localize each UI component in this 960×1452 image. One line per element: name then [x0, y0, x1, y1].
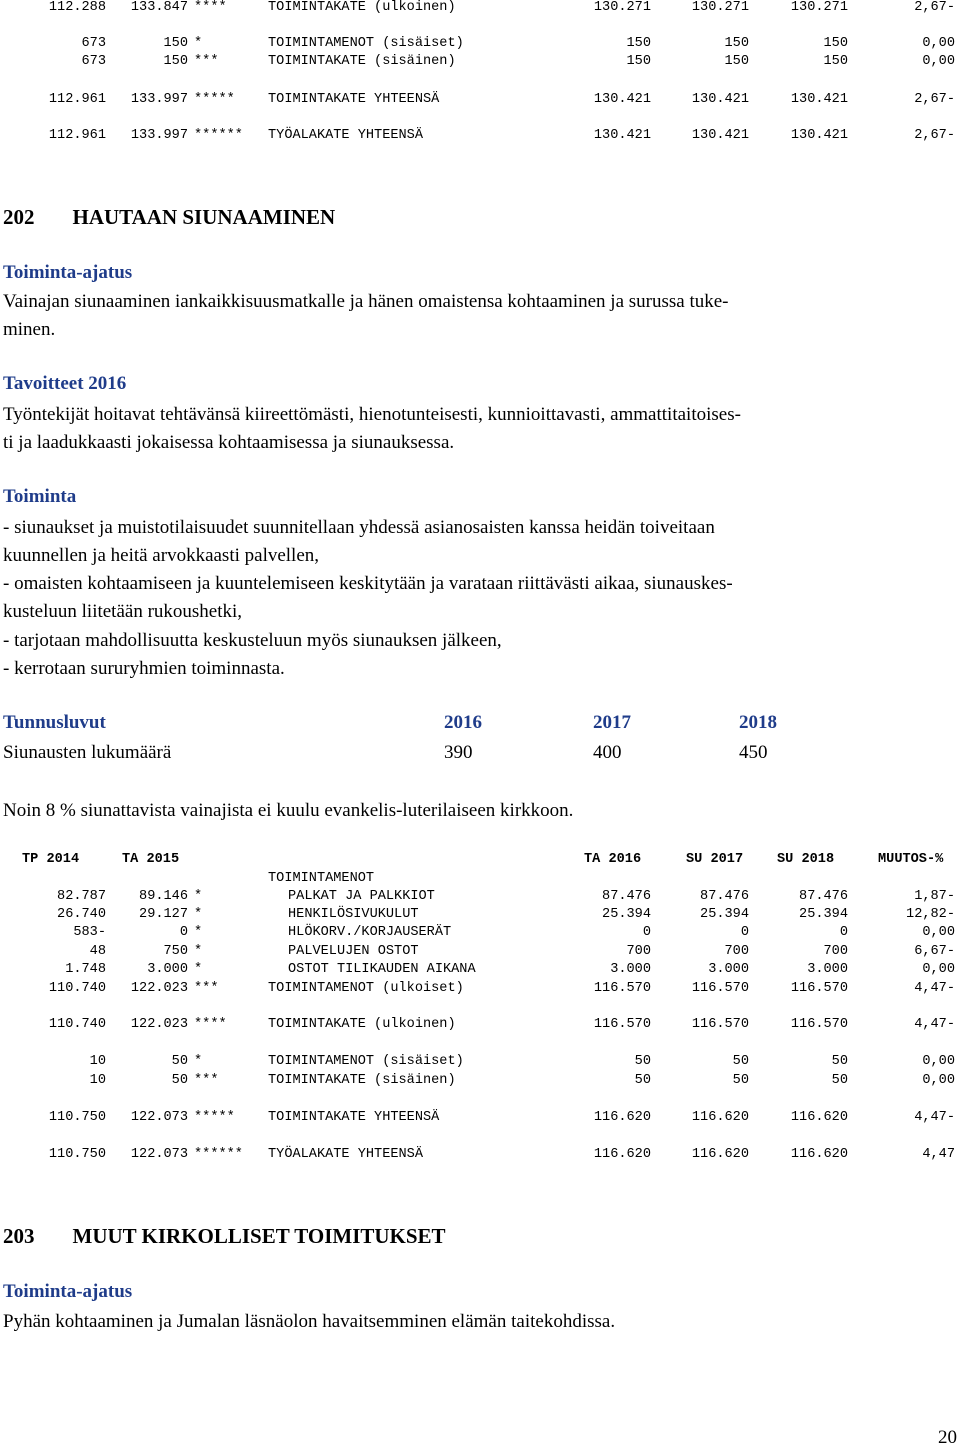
cell-muutos: 12,82- — [906, 907, 955, 922]
cell-su-2017: 50 — [732, 1073, 749, 1088]
cell-ta-2015: 150 — [163, 54, 188, 69]
toiminta-ajatus-text-2: minen. — [3, 319, 56, 340]
cell-muutos: 4,47- — [914, 1110, 955, 1125]
header-su-2018: SU 2018 — [777, 852, 835, 867]
cell-muutos: 4,47 — [922, 1147, 955, 1162]
cell-ta-2016: 150 — [626, 36, 651, 51]
value-2018: 450 — [739, 742, 768, 763]
cell-ta-2015: 750 — [163, 944, 188, 959]
cell-su-2017: 116.620 — [691, 1147, 749, 1162]
cell-account-label: TOIMINTAMENOT (ulkoiset) — [268, 981, 464, 996]
cell-ta-2016: 116.570 — [593, 1017, 651, 1032]
cell-tp-2014: 1.748 — [65, 962, 106, 977]
year-2017: 2017 — [593, 712, 631, 733]
tavoitteet-text-1: Työntekijät hoitavat tehtävänsä kiireettömästi, hienotunteisesti, kunnioittavasti, ammattitaitoises- — [3, 404, 741, 425]
cell-level-stars: ***** — [194, 1110, 235, 1125]
cell-account-label: TOIMINTAKATE (ulkoinen) — [268, 0, 456, 15]
cell-account-label: TYÖALAKATE YHTEENSÄ — [268, 1147, 423, 1162]
cell-su-2017: 130.421 — [691, 92, 749, 107]
header-tp-2014: TP 2014 — [22, 852, 80, 867]
toiminta-ajatus-text-1: Vainajan siunaaminen iankaikkisuusmatkalle ja hänen omaistensa kohtaaminen ja surussa tuke- — [3, 291, 729, 312]
toiminta-text-2: kuunnellen ja heitä arvokkaasti palvellen, — [3, 545, 320, 566]
cell-ta-2016: 50 — [634, 1073, 651, 1088]
cell-account-label: TOIMINTAKATE (ulkoinen) — [268, 1017, 456, 1032]
cell-ta-2015: 3.000 — [147, 962, 188, 977]
cell-level-stars: * — [194, 925, 203, 940]
cell-account-label: TOIMINTAKATE (sisäinen) — [268, 54, 456, 69]
cell-muutos: 4,47- — [914, 1017, 955, 1032]
table-row — [6, 1017, 956, 1033]
cell-level-stars: * — [194, 889, 203, 904]
table-202 — [6, 889, 956, 1169]
toiminta-text-3: - omaisten kohtaamiseen ja kuuntelemiseen keskitytään ja varataan riittävästi aikaa, siunauskes- — [3, 573, 733, 594]
cell-tp-2014: 112.961 — [48, 92, 106, 107]
section-203-heading — [3, 1224, 955, 1249]
cell-muutos: 0,00 — [922, 1054, 955, 1069]
table-row — [6, 1147, 956, 1163]
cell-su-2018: 116.570 — [790, 1017, 848, 1032]
cell-ta-2015: 29.127 — [139, 907, 188, 922]
cell-su-2018: 130.421 — [790, 92, 848, 107]
cell-tp-2014: 10 — [89, 1073, 106, 1088]
cell-su-2018: 87.476 — [799, 889, 848, 904]
cell-account-label: TYÖALAKATE YHTEENSÄ — [268, 128, 423, 143]
cell-account-label: TOIMINTAMENOT (sisäiset) — [268, 36, 464, 51]
cell-su-2017: 3.000 — [708, 962, 749, 977]
table-202-header — [6, 852, 956, 868]
table-row — [6, 1073, 956, 1089]
table-row — [6, 1054, 956, 1070]
tavoitteet-text-2: ti ja laadukkaasti jokaisessa kohtaamisessa ja siunauksessa. — [3, 432, 455, 453]
cell-level-stars: * — [194, 962, 203, 977]
cell-su-2018: 130.271 — [790, 0, 848, 15]
tunnusluvut-label: Tunnusluvut — [3, 712, 106, 733]
cell-level-stars: ***** — [194, 92, 235, 107]
cell-ta-2015: 133.997 — [130, 128, 188, 143]
cell-ta-2016: 3.000 — [610, 962, 651, 977]
cell-muutos: 2,67- — [914, 0, 955, 15]
cell-tp-2014: 583- — [73, 925, 106, 940]
cell-ta-2016: 700 — [626, 944, 651, 959]
cell-su-2017: 130.421 — [691, 128, 749, 143]
cell-su-2018: 25.394 — [799, 907, 848, 922]
cell-su-2017: 150 — [724, 36, 749, 51]
toiminta-label: Toiminta — [3, 486, 77, 507]
cell-account-label: TOIMINTAKATE (sisäinen) — [268, 1073, 456, 1088]
toiminta-ajatus-text-203: Pyhän kohtaaminen ja Jumalan läsnäolon havaitsemminen elämän taitekohdissa. — [3, 1311, 616, 1332]
cell-account-label: TOIMINTAMENOT (sisäiset) — [268, 1054, 464, 1069]
cell-muutos: 1,87- — [914, 889, 955, 904]
toiminta-text-5: - tarjotaan mahdollisuutta keskusteluun myös siunauksen jälkeen, — [3, 630, 502, 651]
cell-account-label: OSTOT TILIKAUDEN AIKANA — [288, 962, 476, 977]
cell-su-2018: 700 — [823, 944, 848, 959]
tunnusluvut-block — [3, 712, 955, 772]
cell-ta-2015: 89.146 — [139, 889, 188, 904]
cell-level-stars: * — [194, 907, 203, 922]
table-row — [6, 889, 956, 905]
toiminta-text-4: kusteluun liitetään rukoushetki, — [3, 601, 243, 622]
cell-ta-2016: 130.421 — [593, 128, 651, 143]
table-row — [6, 962, 956, 978]
cell-ta-2015: 50 — [171, 1073, 188, 1088]
cell-tp-2014: 10 — [89, 1054, 106, 1069]
cell-level-stars: ****** — [194, 128, 243, 143]
cell-level-stars: *** — [194, 981, 219, 996]
table-row — [6, 925, 956, 941]
cell-su-2018: 50 — [831, 1073, 848, 1088]
cell-ta-2015: 50 — [171, 1054, 188, 1069]
cell-ta-2015: 122.073 — [130, 1110, 188, 1125]
header-muutos: MUUTOS-% — [878, 852, 944, 867]
group-label-toimintamenot: TOIMINTAMENOT — [268, 871, 375, 886]
section-title: HAUTAAN SIUNAAMINEN — [72, 205, 336, 229]
cell-account-label: HLÖKORV./KORJAUSERÄT — [288, 925, 452, 940]
cell-account-label: PALVELUJEN OSTOT — [288, 944, 419, 959]
cell-su-2017: 87.476 — [700, 889, 749, 904]
cell-tp-2014: 110.740 — [48, 1017, 106, 1032]
cell-tp-2014: 82.787 — [57, 889, 106, 904]
cell-ta-2016: 0 — [642, 925, 651, 940]
cell-ta-2015: 133.997 — [130, 92, 188, 107]
table-row — [6, 36, 956, 52]
section-202-heading — [3, 205, 955, 230]
cell-ta-2015: 122.023 — [130, 1017, 188, 1032]
cell-su-2017: 116.570 — [691, 981, 749, 996]
cell-su-2017: 150 — [724, 54, 749, 69]
cell-tp-2014: 110.750 — [48, 1147, 106, 1162]
cell-tp-2014: 48 — [89, 944, 106, 959]
page-number: 20 — [938, 1427, 957, 1448]
cell-muutos: 0,00 — [922, 925, 955, 940]
year-2018: 2018 — [739, 712, 777, 733]
cell-su-2018: 3.000 — [807, 962, 848, 977]
cell-tp-2014: 26.740 — [57, 907, 106, 922]
cell-ta-2016: 116.620 — [593, 1110, 651, 1125]
cell-muutos: 0,00 — [922, 36, 955, 51]
cell-tp-2014: 110.750 — [48, 1110, 106, 1125]
cell-ta-2015: 122.023 — [130, 981, 188, 996]
header-ta-2016: TA 2016 — [584, 852, 642, 867]
cell-tp-2014: 110.740 — [48, 981, 106, 996]
cell-ta-2015: 0 — [179, 925, 188, 940]
toiminta-text-6: - kerrotaan sururyhmien toiminnasta. — [3, 658, 285, 679]
table-row — [6, 907, 956, 923]
cell-level-stars: ****** — [194, 1147, 243, 1162]
cell-account-label: HENKILÖSIVUKULUT — [288, 907, 419, 922]
cell-su-2018: 0 — [839, 925, 848, 940]
cell-ta-2016: 116.620 — [593, 1147, 651, 1162]
table-row — [6, 944, 956, 960]
cell-level-stars: *** — [194, 54, 219, 69]
cell-ta-2015: 122.073 — [130, 1147, 188, 1162]
cell-ta-2016: 130.421 — [593, 92, 651, 107]
header-su-2017: SU 2017 — [686, 852, 744, 867]
cell-muutos: 6,67- — [914, 944, 955, 959]
cell-tp-2014: 112.961 — [48, 128, 106, 143]
cell-account-label: PALKAT JA PALKKIOT — [288, 889, 435, 904]
cell-su-2018: 150 — [823, 36, 848, 51]
cell-tp-2014: 112.288 — [48, 0, 106, 15]
cell-account-label: TOIMINTAKATE YHTEENSÄ — [268, 92, 440, 107]
cell-ta-2015: 133.847 — [130, 0, 188, 15]
cell-level-stars: **** — [194, 1017, 227, 1032]
toiminta-ajatus-label-203: Toiminta-ajatus — [3, 1281, 133, 1302]
cell-ta-2016: 50 — [634, 1054, 651, 1069]
cell-su-2017: 50 — [732, 1054, 749, 1069]
cell-level-stars: * — [194, 1054, 203, 1069]
header-ta-2015: TA 2015 — [122, 852, 180, 867]
cell-level-stars: **** — [194, 0, 227, 15]
section-number: 203 — [3, 1224, 35, 1248]
section-number: 202 — [3, 205, 35, 229]
table-row — [6, 54, 956, 70]
toiminta-text-1: - siunaukset ja muistotilaisuudet suunnitellaan yhdessä asianosaisten kanssa heidän toiveitaan — [3, 517, 715, 538]
cell-muutos: 4,47- — [914, 981, 955, 996]
cell-muutos: 2,67- — [914, 92, 955, 107]
table-row — [6, 0, 956, 16]
cell-muutos: 2,67- — [914, 128, 955, 143]
cell-su-2017: 0 — [740, 925, 749, 940]
cell-su-2018: 116.620 — [790, 1147, 848, 1162]
cell-su-2017: 700 — [724, 944, 749, 959]
cell-su-2018: 150 — [823, 54, 848, 69]
cell-ta-2015: 150 — [163, 36, 188, 51]
toiminta-ajatus-label: Toiminta-ajatus — [3, 262, 133, 283]
cell-muutos: 0,00 — [922, 54, 955, 69]
cell-tp-2014: 673 — [81, 36, 106, 51]
cell-level-stars: *** — [194, 1073, 219, 1088]
table-row — [6, 1110, 956, 1126]
cell-muutos: 0,00 — [922, 962, 955, 977]
cell-su-2018: 116.620 — [790, 1110, 848, 1125]
cell-su-2018: 130.421 — [790, 128, 848, 143]
table-row — [6, 92, 956, 108]
cell-ta-2016: 25.394 — [602, 907, 651, 922]
cell-tp-2014: 673 — [81, 54, 106, 69]
cell-su-2017: 116.570 — [691, 1017, 749, 1032]
cell-ta-2016: 87.476 — [602, 889, 651, 904]
cell-level-stars: * — [194, 944, 203, 959]
note-text: Noin 8 % siunattavista vainajista ei kuulu evankelis-luterilaiseen kirkkoon. — [3, 800, 574, 821]
tavoitteet-label: Tavoitteet 2016 — [3, 373, 127, 394]
cell-su-2018: 50 — [831, 1054, 848, 1069]
siunausten-lukumaara-label: Siunausten lukumäärä — [3, 742, 172, 763]
cell-su-2017: 130.271 — [691, 0, 749, 15]
cell-su-2017: 116.620 — [691, 1110, 749, 1125]
table-row — [6, 981, 956, 997]
cell-ta-2016: 150 — [626, 54, 651, 69]
section-title: MUUT KIRKOLLISET TOIMITUKSET — [72, 1224, 446, 1248]
value-2017: 400 — [593, 742, 622, 763]
cell-muutos: 0,00 — [922, 1073, 955, 1088]
cell-level-stars: * — [194, 36, 203, 51]
cell-su-2018: 116.570 — [790, 981, 848, 996]
table-row — [6, 128, 956, 144]
value-2016: 390 — [444, 742, 473, 763]
cell-ta-2016: 116.570 — [593, 981, 651, 996]
cell-account-label: TOIMINTAKATE YHTEENSÄ — [268, 1110, 440, 1125]
cell-su-2017: 25.394 — [700, 907, 749, 922]
year-2016: 2016 — [444, 712, 482, 733]
top-budget-table — [6, 0, 956, 150]
cell-ta-2016: 130.271 — [593, 0, 651, 15]
